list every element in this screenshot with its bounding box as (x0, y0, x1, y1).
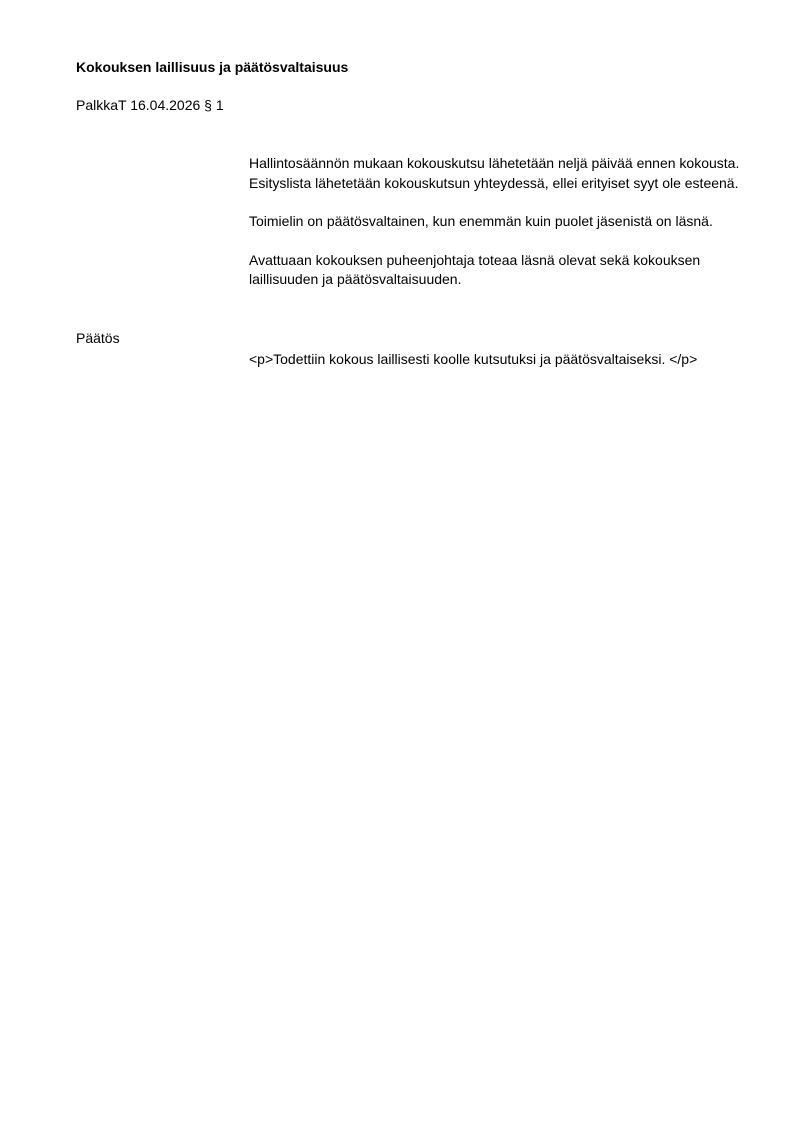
paragraph-chair-opening: Avattuaan kokouksen puheenjohtaja toteaa läsnä olevat sekä kokouksen laillisuuden ja päätösvaltaisuuden. (249, 251, 701, 287)
document-title: Kokouksen laillisuus ja päätösvaltaisuus (76, 59, 349, 75)
proposal-body (249, 154, 749, 309)
paragraph-quorum: Toimielin on päätösvaltainen, kun enemmän kuin puolet jäsenistä on läsnä. (249, 213, 713, 229)
decision-text: <p>Todettiin kokous laillisesti koolle kutsutuksi ja päätösvaltaiseksi. </p> (249, 351, 698, 367)
meeting-reference: PalkkaT 16.04.2026 § 1 (76, 97, 224, 113)
decision-label: Päätös (76, 330, 120, 346)
paragraph-meeting-invitation: Hallintosäännön mukaan kokouskutsu lähetetään neljä päivää ennen kokousta. Esityslista lähetetään kokouskutsun yhteydessä, ellei erityiset syyt ole esteenä. (249, 155, 740, 191)
